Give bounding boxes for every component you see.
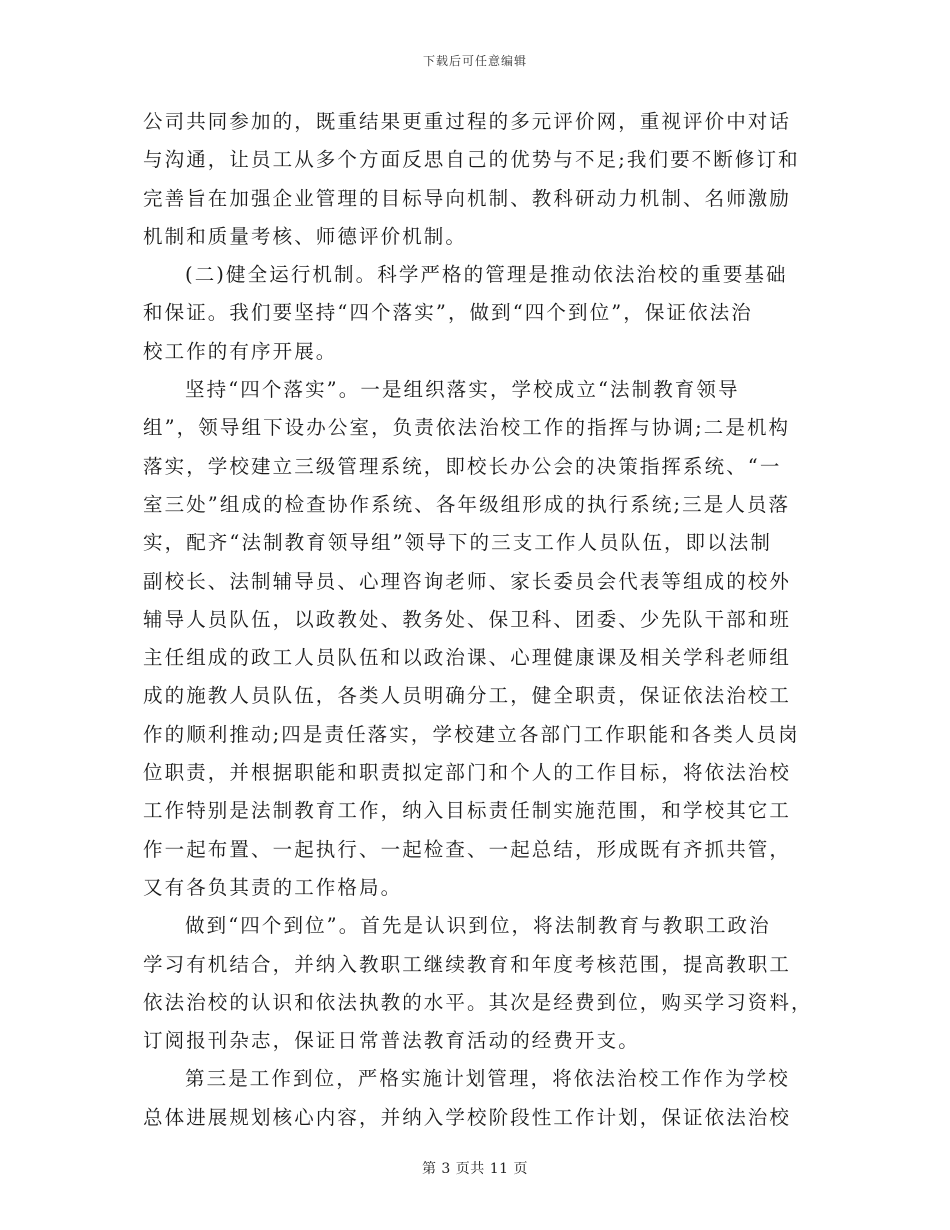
text-line: 与沟通，让员工从多个方面反思自己的优势与不足;我们要不断修订和 <box>143 148 800 172</box>
text-line: 组”，领导组下设办公室，负责依法治校工作的指挥与协调;二是机构 <box>143 416 791 440</box>
text-line: 成的施教人员队伍，各类人员明确分工，健全职责，保证依法治校工 <box>143 684 792 708</box>
text-line: 完善旨在加强企业管理的目标导向机制、教科研动力机制、名师激励 <box>143 186 792 210</box>
text-line: 位职责，并根据职能和职责拟定部门和个人的工作目标，将依法治校 <box>143 761 792 785</box>
text-line: 校工作的有序开展。 <box>143 339 338 363</box>
page-number-footer: 第 3 页共 11 页 <box>421 1161 529 1177</box>
text-line: 和保证。我们要坚持“四个落实”，做到“四个到位”，保证依法治 <box>143 301 753 325</box>
text-line: 辅导人员队伍，以政教处、教务处、保卫科、团委、少先队干部和班 <box>143 607 792 631</box>
text-line: 作的顺利推动;四是责任落实，学校建立各部门工作职能和各类人员岗 <box>143 722 800 746</box>
text-line: 订阅报刊杂志，保证日常普法教育活动的经费开支。 <box>143 1029 640 1053</box>
text-line: 依法治校的认识和依法执教的水平。其次是经费到位，购买学习资料， <box>143 990 813 1014</box>
text-line: 主任组成的政工人员队伍和以政治课、心理健康课及相关学科老师组 <box>143 646 792 670</box>
text-line: 工作特别是法制教育工作，纳入目标责任制实施范围，和学校其它工 <box>143 799 792 823</box>
text-line: 总体进展规划核心内容，并纳入学校阶段性工作计划，保证依法治校 <box>143 1105 792 1129</box>
paragraph-start-line: 坚持“四个落实”。一是组织落实，学校成立“法制教育领导 <box>185 378 740 402</box>
text-line: 机制和质量考核、师德评价机制。 <box>143 224 468 248</box>
paragraph-start-line: (二)健全运行机制。科学严格的管理是推动依法治校的重要基础 <box>185 263 788 287</box>
document-body <box>143 103 813 1137</box>
text-line: 学习有机结合，并纳入教职工继续教育和年度考核范围，提高教职工 <box>143 952 792 976</box>
page-header: 下载后可任意编辑 <box>422 54 527 68</box>
text-line: 副校长、法制辅导员、心理咨询老师、家长委员会代表等组成的校外 <box>143 569 792 593</box>
text-line: 作一起布置、一起执行、一起检查、一起总结，形成既有齐抓共管， <box>143 837 792 861</box>
text-line: 室三处”组成的检查协作系统、各年级组形成的执行系统;三是人员落 <box>143 492 791 516</box>
text-line: 实，配齐“法制教育领导组”领导下的三支工作人员队伍，即以法制 <box>143 531 772 555</box>
paragraph-start-line: 做到“四个到位”。首先是认识到位，将法制教育与教职工政治 <box>185 914 771 938</box>
text-line: 落实，学校建立三级管理系统，即校长办公会的决策指挥系统、“一 <box>143 454 782 478</box>
text-line: 公司共同参加的，既重结果更重过程的多元评价网，重视评价中对话 <box>143 110 792 133</box>
text-line: 又有各负其责的工作格局。 <box>143 875 403 899</box>
paragraph-start-line: 第三是工作到位，严格实施计划管理，将依法治校工作作为学校 <box>185 1067 790 1091</box>
